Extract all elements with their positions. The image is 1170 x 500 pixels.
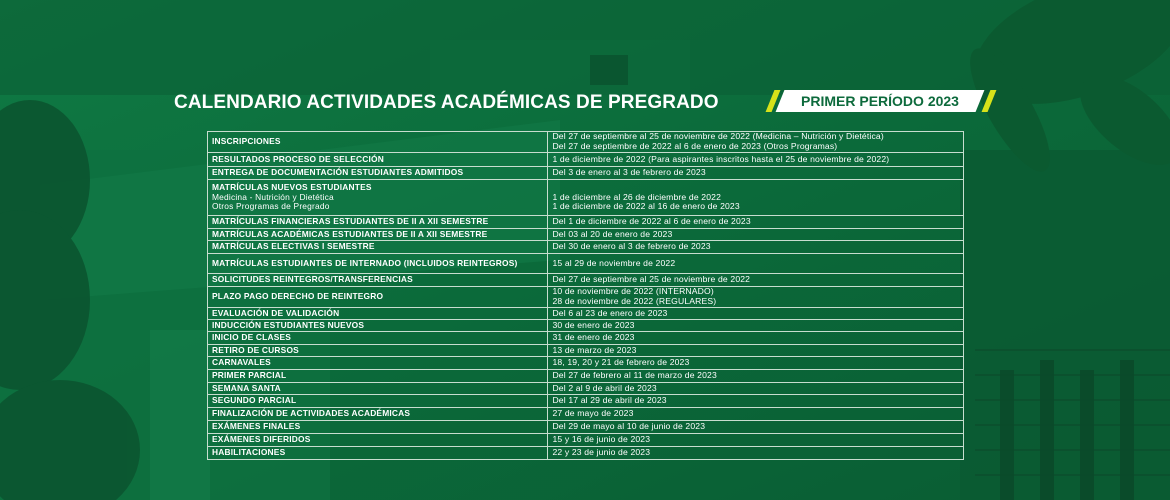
date-cell [548,345,964,357]
table-row [208,241,964,254]
date-text: Del 1 de diciembre de 2022 al 6 de enero de 2023 [552,216,751,227]
table-row [208,421,964,434]
table-row [208,383,964,395]
date-cell [548,408,964,421]
activity-label: PRIMER PARCIAL [212,370,287,381]
activity-label: RESULTADOS PROCESO DE SELECCIÓN [212,153,385,164]
date-text: Del 27 de septiembre al 25 de noviembre de 2022 [552,274,751,285]
activity-sublabel: Otros Programas de Pregrado [212,201,330,212]
activity-cell [208,287,548,308]
table-row [208,287,964,308]
activity-label: EVALUACIÓN DE VALIDACIÓN [212,307,340,318]
date-cell [548,383,964,395]
activity-cell [208,241,548,254]
date-text: 1 de diciembre de 2022 (Para aspirantes inscritos hasta el 25 de noviembre de 2022) [552,153,890,164]
activity-label: SEGUNDO PARCIAL [212,395,297,406]
date-text: Del 27 de febrero al 11 de marzo de 2023 [552,370,717,381]
date-cell [548,229,964,241]
activity-cell [208,167,548,180]
table-row [208,345,964,357]
activity-cell [208,180,548,216]
date-text: 1 de diciembre al 26 de diciembre de 2022 [552,191,722,202]
activity-cell [208,434,548,447]
date-cell [548,395,964,408]
date-text: 27 de mayo de 2023 [552,408,634,419]
activity-cell [208,274,548,287]
date-text: Del 27 de septiembre al 25 de noviembre de 2022 (Medicina – Nutrición y Dietética) [552,131,884,142]
activity-label: SEMANA SANTA [212,382,281,393]
activity-cell [208,345,548,357]
date-text: 28 de noviembre de 2022 (REGULARES) [552,296,717,306]
activity-cell [208,153,548,167]
activity-cell [208,308,548,320]
calendar-table [207,131,964,460]
date-text: Del 3 de enero al 3 de febrero de 2023 [552,167,706,178]
activity-cell [208,408,548,421]
date-text: Del 29 de mayo al 10 de junio de 2023 [552,421,706,432]
date-text: Del 2 al 9 de abril de 2023 [552,382,657,393]
activity-cell [208,229,548,241]
table-row [208,274,964,287]
date-cell [548,287,964,308]
period-label: PRIMER PERÍODO 2023 [801,93,959,109]
activity-label: MATRÍCULAS FINANCIERAS ESTUDIANTES DE II A XII SEMESTRE [212,216,489,227]
table-row [208,132,964,153]
date-cell [548,180,964,216]
activity-cell [208,383,548,395]
date-text: 1 de diciembre de 2022 al 16 de enero de 2023 [552,201,740,212]
table-row [208,447,964,460]
date-text: Del 03 al 20 de enero de 2023 [552,228,673,239]
activity-label: HABILITACIONES [212,447,286,458]
table-row [208,370,964,383]
table-row [208,395,964,408]
activity-label: MATRÍCULAS ACADÉMICAS ESTUDIANTES DE II A XII SEMESTRE [212,228,488,239]
date-cell [548,332,964,345]
activity-cell [208,447,548,460]
date-cell [548,308,964,320]
activity-label: MATRÍCULAS ESTUDIANTES DE INTERNADO (INCLUIDOS REINTEGROS) [212,257,518,268]
table-row [208,408,964,421]
activity-cell [208,357,548,370]
table-row [208,357,964,370]
activity-cell [208,320,548,332]
table-row [208,153,964,167]
activity-label: MATRÍCULAS NUEVOS ESTUDIANTES [212,182,372,193]
activity-cell [208,395,548,408]
date-text: 31 de enero de 2023 [552,332,635,343]
activity-cell [208,254,548,274]
date-text: Del 17 al 29 de abril de 2023 [552,395,667,406]
date-cell [548,434,964,447]
date-cell [548,132,964,153]
table-row [208,434,964,447]
table-row [208,216,964,229]
table-row [208,308,964,320]
date-text: 15 y 16 de junio de 2023 [552,434,651,445]
activity-cell [208,421,548,434]
activity-label: ENTREGA DE DOCUMENTACIÓN ESTUDIANTES ADMITIDOS [212,167,464,178]
activity-label: CARNAVALES [212,357,271,368]
activity-sublabel: Medicina - Nutrición y Dietética [212,191,334,202]
date-text: 22 y 23 de junio de 2023 [552,447,651,458]
date-text: Del 30 de enero al 3 de febrero de 2023 [552,241,711,252]
activity-label: EXÁMENES DIFERIDOS [212,434,311,445]
date-text: Del 27 de septiembre de 2022 al 6 de enero de 2023 (Otros Programas) [552,141,838,151]
table-row [208,229,964,241]
date-cell [548,254,964,274]
activity-cell [208,216,548,229]
table-row [208,254,964,274]
activity-cell [208,332,548,345]
date-text: 18, 19, 20 y 21 de febrero de 2023 [552,357,690,368]
activity-label: FINALIZACIÓN DE ACTIVIDADES ACADÉMICAS [212,408,411,419]
date-text: 15 al 29 de noviembre de 2022 [552,257,676,268]
date-cell [548,241,964,254]
date-cell [548,421,964,434]
date-text: 30 de enero de 2023 [552,319,635,330]
date-cell [548,153,964,167]
date-text: 13 de marzo de 2023 [552,344,637,355]
table-row [208,332,964,345]
date-cell [548,320,964,332]
table-row [208,167,964,180]
date-cell [548,167,964,180]
activity-label: INICIO DE CLASES [212,332,292,343]
date-cell [548,357,964,370]
period-banner [766,90,994,112]
date-cell [548,274,964,287]
date-cell [548,447,964,460]
activity-label: INSCRIPCIONES [212,136,281,147]
page-title: CALENDARIO ACTIVIDADES ACADÉMICAS DE PREGRADO [174,92,719,113]
activity-label: SOLICITUDES REINTEGROS/TRANSFERENCIAS [212,274,413,285]
activity-label: INDUCCIÓN ESTUDIANTES NUEVOS [212,319,365,330]
activity-label: PLAZO PAGO DERECHO DE REINTEGRO [212,291,384,302]
activity-label: RETIRO DE CURSOS [212,344,299,355]
activity-cell [208,132,548,153]
date-cell [548,370,964,383]
activity-cell [208,370,548,383]
date-text: 10 de noviembre de 2022 (INTERNADO) [552,286,714,297]
table-row [208,320,964,332]
table-row [208,180,964,216]
activity-label: MATRÍCULAS ELECTIVAS I SEMESTRE [212,241,375,252]
date-cell [548,216,964,229]
activity-label: EXÁMENES FINALES [212,421,301,432]
date-text: Del 6 al 23 de enero de 2023 [552,307,668,318]
